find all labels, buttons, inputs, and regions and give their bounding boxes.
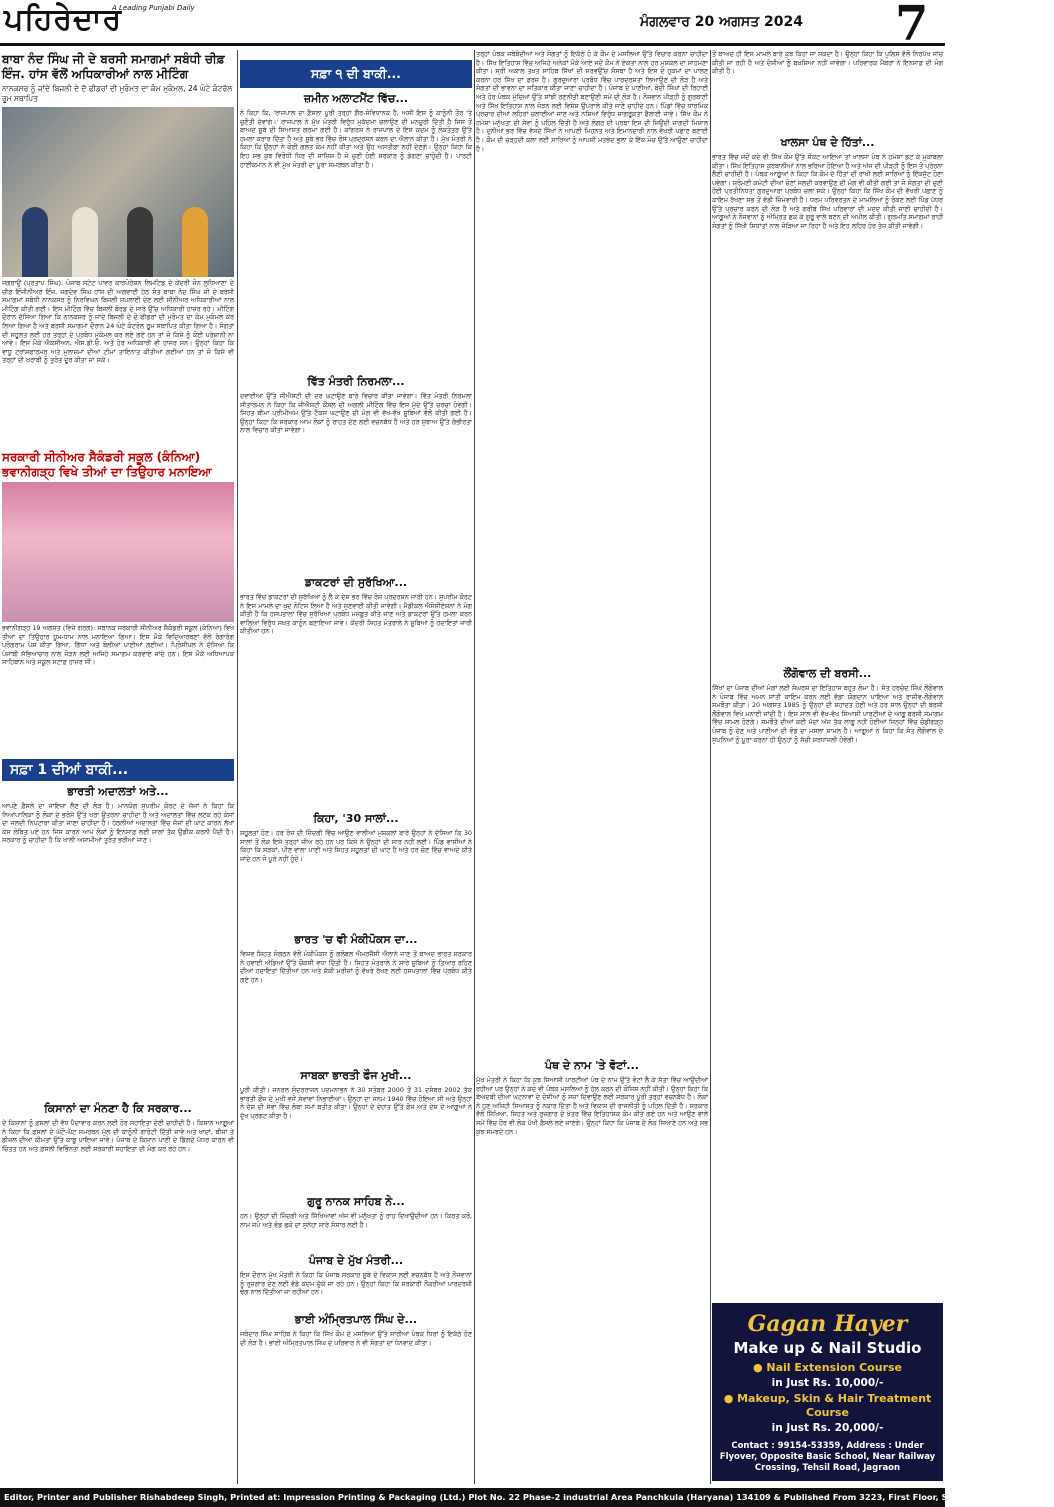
meeting-photo [2,107,234,277]
article-body: ਭਵਾਨੀਗੜ੍ਹ 19 ਅਗਸਤ (ਵਿਜੇ ਗਰਗ): ਸਥਾਨਕ ਸਰਕਾਰੀ ਸੀਨੀਅਰ ਸੈਕੰਡਰੀ ਸਕੂਲ (ਕੰਨਿਆ) ਵਿਖੇ ਤੀਆਂ ਦਾ ਤਿਉਹਾਰ ਧੂਮ-ਧਾਮ ਨਾਲ ਮਨਾਇਆ ਗਿਆ। ਇਸ ਮੌਕੇ ਵਿਦਿਆਰਥਣਾਂ ਵੱਲੋਂ ਰੰਗਾਰੰਗ ਪ੍ਰੋਗਰਾਮ ਪੇਸ਼ ਕੀਤਾ ਗਿਆ, ਗਿੱਧਾ ਅਤੇ ਬੋਲੀਆਂ ਪਾਈਆਂ ਗਈਆਂ। ਪ੍ਰਿੰਸੀਪਲ ਨੇ ਦੱਸਿਆ ਕਿ ਪੰਜਾਬੀ ਸੱਭਿਆਚਾਰ ਨਾਲ ਜੋੜਨ ਲਈ ਅਜਿਹੇ ਸਮਾਗਮ ਕਰਵਾਏ ਜਾਂਦੇ ਹਨ। ਇਸ ਮੌਕੇ ਅਧਿਆਪਕ ਸਾਹਿਬਾਨ ਅਤੇ ਸਕੂਲ ਸਟਾਫ਼ ਹਾਜ਼ਰ ਸੀ। [2,624,234,667]
person-figure [22,207,48,277]
ad-price: in Just Rs. 10,000/- [771,1377,884,1389]
continued-headline: ਕਿਸਾਨਾਂ ਦਾ ਮੰਨਣਾ ਹੈ ਕਿ ਸਰਕਾਰ... [44,1102,192,1115]
continued-headline: ਪੰਜਾਬ ਦੇ ਮੁੱਖ ਮੰਤਰੀ... [308,1254,404,1267]
ad-course: ● Makeup, Skin & Hair Treatment Course [723,1392,932,1419]
article-body: ਆਪਣੇ ਫ਼ੈਸਲੇ ਦਾ ਜਾਇਜ਼ਾ ਲੈਣ ਦੀ ਲੋੜ ਹੈ। ਮਾਨਯੋਗ ਸੁਪਰੀਮ ਕੋਰਟ ਦੇ ਜੱਜਾਂ ਨੇ ਕਿਹਾ ਕਿ ਨਿਆਂਪਾਲਿਕਾ ਨੂੰ ਲੋਕਾਂ ਦੇ ਭਰੋਸੇ ਉੱਤੇ ਖਰਾ ਉਤਰਨਾ ਚਾਹੀਦਾ ਹੈ ਅਤੇ ਅਦਾਲਤਾਂ ਵਿੱਚ ਲਟਕ ਰਹੇ ਕੇਸਾਂ ਦਾ ਜਲਦੀ ਨਿਪਟਾਰਾ ਕੀਤਾ ਜਾਣਾ ਚਾਹੀਦਾ ਹੈ। ਹੇਠਲੀਆਂ ਅਦਾਲਤਾਂ ਵਿੱਚ ਜੱਜਾਂ ਦੀ ਘਾਟ ਕਾਰਨ ਲੱਖਾਂ ਕੇਸ ਲੰਬਿਤ ਪਏ ਹਨ ਜਿਸ ਕਾਰਨ ਆਮ ਲੋਕਾਂ ਨੂੰ ਇਨਸਾਫ਼ ਲਈ ਸਾਲਾਂ ਤੱਕ ਉਡੀਕ ਕਰਨੀ ਪੈਂਦੀ ਹੈ। ਸਰਕਾਰ ਨੂੰ ਚਾਹੀਦਾ ਹੈ ਕਿ ਖਾਲੀ ਅਸਾਮੀਆਂ ਤੁਰੰਤ ਭਰੀਆਂ ਜਾਣ। [2,802,234,845]
article-body: ਜਗਰਾਉਂ (ਪ੍ਰਤਾਪ ਸਿੰਘ): ਪੰਜਾਬ ਸਟੇਟ ਪਾਵਰ ਕਾਰਪੋਰੇਸ਼ਨ ਲਿਮਟਿਡ ਦੇ ਕੇਂਦਰੀ ਜੋਨ ਲੁਧਿਆਣਾ ਦੇ ਚੀਫ਼ ਇੰਜੀਨੀਅਰ ਇੰਜ. ਜਗਦੇਵ ਸਿੰਘ ਹਾਂਸ ਦੀ ਅਗਵਾਈ ਹੇਠ ਸੰਤ ਬਾਬਾ ਨੰਦ ਸਿੰਘ ਜੀ ਦੇ ਬਰਸੀ ਸਮਾਗਮਾਂ ਸਬੰਧੀ ਨਾਨਕਸਰ ਨੂੰ ਨਿਰਵਿਘਨ ਬਿਜਲੀ ਸਪਲਾਈ ਦੇਣ ਲਈ ਸੀਨੀਅਰ ਅਧਿਕਾਰੀਆਂ ਨਾਲ ਮੀਟਿੰਗ ਕੀਤੀ ਗਈ। ਇਸ ਮੀਟਿੰਗ ਵਿੱਚ ਬਿਜਲੀ ਬੋਰਡ ਦੇ ਸਾਰੇ ਉੱਚ ਅਧਿਕਾਰੀ ਹਾਜ਼ਰ ਰਹੇ। ਮੀਟਿੰਗ ਦੌਰਾਨ ਦੱਸਿਆ ਗਿਆ ਕਿ ਨਾਨਕਸਰ ਨੂੰ ਜਾਂਦੇ ਬਿਜਲੀ ਦੇ ਦੋ ਫੀਡਰਾਂ ਦੀ ਮੁਰੰਮਤ ਦਾ ਕੰਮ ਮੁਕੰਮਲ ਕਰ ਲਿਆ ਗਿਆ ਹੈ ਅਤੇ ਬਰਸੀ ਸਮਾਗਮਾਂ ਦੌਰਾਨ 24 ਘੰਟੇ ਕੰਟਰੋਲ ਰੂਮ ਸਥਾਪਿਤ ਕੀਤਾ ਗਿਆ ਹੈ। ਸੰਗਤਾਂ ਦੀ ਸਹੂਲਤ ਲਈ ਹਰ ਤਰ੍ਹਾਂ ਦੇ ਪ੍ਰਬੰਧ ਮੁਕੰਮਲ ਕਰ ਲਏ ਗਏ ਹਨ ਤਾਂ ਜੋ ਕਿਸੇ ਨੂੰ ਕੋਈ ਪਰੇਸ਼ਾਨੀ ਨਾ ਆਵੇ। ਇਸ ਮੌਕੇ ਐਕਸੀਅਨ, ਐਸ.ਡੀ.ਓ. ਅਤੇ ਹੋਰ ਅਧਿਕਾਰੀ ਵੀ ਹਾਜ਼ਰ ਸਨ। ਉਨ੍ਹਾਂ ਕਿਹਾ ਕਿ ਵਾਧੂ ਟਰਾਂਸਫਾਰਮਰ ਅਤੇ ਮੁਲਾਜ਼ਮਾਂ ਦੀਆਂ ਟੀਮਾਂ ਤਾਇਨਾਤ ਕੀਤੀਆਂ ਗਈਆਂ ਹਨ ਤਾਂ ਜੋ ਕਿਸੇ ਵੀ ਤਰ੍ਹਾਂ ਦੀ ਖ਼ਰਾਬੀ ਨੂੰ ਤੁਰੰਤ ਦੂਰ ਕੀਤਾ ਜਾ ਸਕੇ। [2,279,234,365]
article-body: ਪੂਰੀ ਕੀਤੀ। ਜਨਰਲ ਸੁੰਦਰਰਾਜਨ ਪਦਮਨਾਭਨ ਨੇ 30 ਸਤੰਬਰ 2000 ਤੋਂ 31 ਦਸੰਬਰ 2002 ਤੱਕ ਭਾਰਤੀ ਫੌਜ ਦੇ ਮੁਖੀ ਵਜੋਂ ਸੇਵਾਵਾਂ ਨਿਭਾਈਆਂ। ਉਨ੍ਹਾਂ ਦਾ ਜਨਮ 1940 ਵਿੱਚ ਹੋਇਆ ਸੀ ਅਤੇ ਉਨ੍ਹਾਂ ਨੇ ਦੇਸ਼ ਦੀ ਸੇਵਾ ਵਿੱਚ ਲੰਬਾ ਸਮਾਂ ਬਤੀਤ ਕੀਤਾ। ਉਨ੍ਹਾਂ ਦੇ ਦੇਹਾਂਤ ਉੱਤੇ ਫੌਜ ਅਤੇ ਦੇਸ਼ ਦੇ ਆਗੂਆਂ ਨੇ ਦੁੱਖ ਪ੍ਰਗਟ ਕੀਤਾ ਹੈ। [240,1086,472,1120]
article-body: ਭਾਰਤ ਵਿੱਚ ਜਦੋਂ ਕਦੇ ਵੀ ਸਿੱਖ ਕੌਮ ਉੱਤੇ ਸੰਕਟ ਆਇਆ ਤਾਂ ਖਾਲਸਾ ਪੰਥ ਨੇ ਹਮੇਸ਼ਾ ਡਟ ਕੇ ਮੁਕਾਬਲਾ ਕੀਤਾ। ਸਿੱਖ ਇਤਿਹਾਸ ਕੁਰਬਾਨੀਆਂ ਨਾਲ ਭਰਿਆ ਹੋਇਆ ਹੈ ਅਤੇ ਅੱਜ ਦੀ ਪੀੜ੍ਹੀ ਨੂੰ ਇਸ ਤੋਂ ਪ੍ਰੇਰਨਾ ਲੈਣੀ ਚਾਹੀਦੀ ਹੈ। ਪੰਥਕ ਆਗੂਆਂ ਨੇ ਕਿਹਾ ਕਿ ਕੌਮ ਦੇ ਹਿੱਤਾਂ ਦੀ ਰਾਖੀ ਲਈ ਸਾਰਿਆਂ ਨੂੰ ਇੱਕਜੁੱਟ ਹੋਣਾ ਪਵੇਗਾ। ਸ਼੍ਰੋਮਣੀ ਕਮੇਟੀ ਦੀਆਂ ਚੋਣਾਂ ਜਲਦੀ ਕਰਵਾਉਣ ਦੀ ਮੰਗ ਵੀ ਕੀਤੀ ਗਈ ਤਾਂ ਜੋ ਸੰਗਤਾਂ ਦੀ ਚੁਣੀ ਹੋਈ ਪ੍ਰਤੀਨਿਧਤਾ ਗੁਰਦੁਆਰਾ ਪ੍ਰਬੰਧ ਚਲਾ ਸਕੇ। ਉਨ੍ਹਾਂ ਕਿਹਾ ਕਿ ਸਿੱਖ ਕੌਮ ਦੀ ਵੱਖਰੀ ਪਛਾਣ ਨੂੰ ਕਾਇਮ ਰੱਖਣਾ ਸਭ ਤੋਂ ਵੱਡੀ ਜ਼ਿੰਮੇਵਾਰੀ ਹੈ। ਧਰਮ ਪਰਿਵਰਤਨ ਦੇ ਮਾਮਲਿਆਂ ਨੂੰ ਰੋਕਣ ਲਈ ਪਿੰਡ ਪੱਧਰ ਉੱਤੇ ਪ੍ਰਚਾਰ ਕਰਨ ਦੀ ਲੋੜ ਹੈ ਅਤੇ ਗਰੀਬ ਸਿੱਖ ਪਰਿਵਾਰਾਂ ਦੀ ਮਦਦ ਕੀਤੀ ਜਾਣੀ ਚਾਹੀਦੀ ਹੈ। ਆਗੂਆਂ ਨੇ ਨੌਜਵਾਨਾਂ ਨੂੰ ਅੰਮ੍ਰਿਤ ਛਕ ਕੇ ਗੁਰੂ ਵਾਲੇ ਬਣਨ ਦੀ ਅਪੀਲ ਕੀਤੀ। ਗੁਰਮਤਿ ਸਮਾਗਮਾਂ ਰਾਹੀਂ ਸੰਗਤਾਂ ਨੂੰ ਸਿੱਖੀ ਸਿਧਾਂਤਾਂ ਨਾਲ ਜੋੜਿਆ ਜਾ ਰਿਹਾ ਹੈ ਅਤੇ ਇਹ ਲਹਿਰ ਹੋਰ ਤੇਜ਼ ਕੀਤੀ ਜਾਵੇਗੀ। [712,153,943,230]
continued-headline: ਡਾਕਟਰਾਂ ਦੀ ਸੁਰੱਖਿਆ... [304,576,408,589]
article-headline: ਸਰਕਾਰੀ ਸੀਨੀਅਰ ਸੈਕੰਡਰੀ ਸਕੂਲ (ਕੰਨਿਆ) ਭਵਾਨੀਗੜ੍ਹ ਵਿਖੇ ਤੀਆਂ ਦਾ ਤਿਉਹਾਰ ਮਨਾਇਆ [2,450,212,479]
column-divider [710,50,711,1484]
article-body: ਦੇ ਕਿਸਾਨਾਂ ਨੂੰ ਫ਼ਸਲਾਂ ਦੀ ਵੱਧ ਪੈਦਾਵਾਰ ਕਰਨ ਲਈ ਹੋਰ ਸਹਾਇਤਾ ਦੇਣੀ ਚਾਹੀਦੀ ਹੈ। ਕਿਸਾਨ ਆਗੂਆਂ ਨੇ ਕਿਹਾ ਕਿ ਫ਼ਸਲਾਂ ਦੇ ਘੱਟੋ-ਘੱਟ ਸਮਰਥਨ ਮੁੱਲ ਦੀ ਕਾਨੂੰਨੀ ਗਾਰੰਟੀ ਦਿੱਤੀ ਜਾਵੇ ਅਤੇ ਖਾਦਾਂ, ਬੀਜਾਂ ਤੇ ਡੀਜ਼ਲ ਦੀਆਂ ਕੀਮਤਾਂ ਉੱਤੇ ਕਾਬੂ ਪਾਇਆ ਜਾਵੇ। ਪੰਜਾਬ ਦੇ ਕਿਸਾਨ ਪਾਣੀ ਦੇ ਡਿੱਗਦੇ ਪੱਧਰ ਕਾਰਨ ਵੀ ਚਿੰਤਤ ਹਨ ਅਤੇ ਫ਼ਸਲੀ ਵਿਭਿੰਨਤਾ ਲਈ ਸਰਕਾਰੀ ਸਹਾਇਤਾ ਦੀ ਮੰਗ ਕਰ ਰਹੇ ਹਨ। [2,1119,234,1153]
tagline: A Leading Punjabi Daily [112,4,195,12]
article-body: ਜਥੇਦਾਰ ਸਿੰਘ ਸਾਹਿਬ ਨੇ ਕਿਹਾ ਕਿ ਸਿੱਖ ਕੌਮ ਦੇ ਮਸਲਿਆਂ ਉੱਤੇ ਸਾਰੀਆਂ ਪੰਥਕ ਧਿਰਾਂ ਨੂੰ ਇਕੱਠੇ ਹੋਣ ਦੀ ਲੋੜ ਹੈ। ਭਾਈ ਅੰਮ੍ਰਿਤਪਾਲ ਸਿੰਘ ਦੇ ਪਰਿਵਾਰ ਨੇ ਵੀ ਸੰਗਤਾਂ ਦਾ ਧੰਨਵਾਦ ਕੀਤਾ। [240,1330,472,1347]
continued-section-banner: ਸਫ਼ਾ ੧ ਦੀ ਬਾਕੀ... [240,60,472,88]
continued-headline: ਲੌਂਗੋਵਾਲ ਦੀ ਬਰਸੀ... [783,667,872,680]
article-body: ਇਸ ਦੌਰਾਨ ਮੁੱਖ ਮੰਤਰੀ ਨੇ ਕਿਹਾ ਕਿ ਪੰਜਾਬ ਸਰਕਾਰ ਸੂਬੇ ਦੇ ਵਿਕਾਸ ਲਈ ਵਚਨਬੱਧ ਹੈ ਅਤੇ ਨੌਜਵਾਨਾਂ ਨੂੰ ਰੁਜ਼ਗਾਰ ਦੇਣ ਲਈ ਵੱਡੇ ਕਦਮ ਚੁੱਕੇ ਜਾ ਰਹੇ ਹਨ। ਉਨ੍ਹਾਂ ਕਿਹਾ ਕਿ ਸਰਕਾਰੀ ਨੌਕਰੀਆਂ ਪਾਰਦਰਸ਼ੀ ਢੰਗ ਨਾਲ ਦਿੱਤੀਆਂ ਜਾ ਰਹੀਆਂ ਹਨ। [240,1271,472,1297]
person-figure [72,207,98,277]
column-divider [474,50,475,1484]
continued-headline: ਜ਼ਮੀਨ ਅਲਾਟਮੈਂਟ ਵਿੱਚ... [303,92,408,105]
masthead [0,0,945,52]
article-body: ਤਰ੍ਹਾਂ ਪੰਥਕ ਜਥੇਬੰਦੀਆਂ ਅਤੇ ਸੰਗਤਾਂ ਨੂੰ ਇਕੱਠੇ ਹੋ ਕੇ ਕੌਮ ਦੇ ਮਸਲਿਆਂ ਉੱਤੇ ਵਿਚਾਰ ਕਰਨਾ ਚਾਹੀਦਾ ਹੈ। ਸਿੱਖ ਇਤਿਹਾਸ ਵਿੱਚ ਅਜਿਹੇ ਅਨੇਕਾਂ ਮੌਕੇ ਆਏ ਜਦੋਂ ਕੌਮ ਨੇ ਏਕਤਾ ਨਾਲ ਹਰ ਮੁਸ਼ਕਲ ਦਾ ਸਾਹਮਣਾ ਕੀਤਾ। ਸ੍ਰੀ ਅਕਾਲ ਤਖ਼ਤ ਸਾਹਿਬ ਸਿੱਖਾਂ ਦੀ ਸਰਵਉੱਚ ਸੰਸਥਾ ਹੈ ਅਤੇ ਇਸ ਦੇ ਹੁਕਮਾਂ ਦਾ ਪਾਲਣ ਕਰਨਾ ਹਰ ਸਿੱਖ ਦਾ ਫ਼ਰਜ਼ ਹੈ। ਗੁਰਦੁਆਰਾ ਪ੍ਰਬੰਧ ਵਿੱਚ ਪਾਰਦਰਸ਼ਤਾ ਲਿਆਉਣ ਦੀ ਲੋੜ ਹੈ ਅਤੇ ਸੰਗਤਾਂ ਦੀ ਭਾਵਨਾ ਦਾ ਸਤਿਕਾਰ ਕੀਤਾ ਜਾਣਾ ਚਾਹੀਦਾ ਹੈ। ਪੰਜਾਬ ਦੇ ਪਾਣੀਆਂ, ਬੰਦੀ ਸਿੰਘਾਂ ਦੀ ਰਿਹਾਈ ਅਤੇ ਹੋਰ ਪੰਥਕ ਮੁੱਦਿਆਂ ਉੱਤੇ ਸਾਂਝੀ ਰਣਨੀਤੀ ਬਣਾਉਣੀ ਸਮੇਂ ਦੀ ਲੋੜ ਹੈ। ਨੌਜਵਾਨ ਪੀੜ੍ਹੀ ਨੂੰ ਗੁਰਬਾਣੀ ਅਤੇ ਸਿੱਖ ਇਤਿਹਾਸ ਨਾਲ ਜੋੜਨ ਲਈ ਵਿਸ਼ੇਸ਼ ਉਪਰਾਲੇ ਕੀਤੇ ਜਾਣੇ ਚਾਹੀਦੇ ਹਨ। ਪਿੰਡਾਂ ਵਿੱਚ ਧਾਰਮਿਕ ਪ੍ਰਚਾਰ ਦੀਆਂ ਲਹਿਰਾਂ ਚਲਾਈਆਂ ਜਾਣ ਅਤੇ ਨਸ਼ਿਆਂ ਵਿਰੁੱਧ ਜਾਗਰੂਕਤਾ ਫੈਲਾਈ ਜਾਵੇ। ਸਿੱਖ ਕੌਮ ਨੇ ਹਮੇਸ਼ਾ ਮਨੁੱਖਤਾ ਦੀ ਸੇਵਾ ਨੂੰ ਪਹਿਲ ਦਿੱਤੀ ਹੈ ਅਤੇ ਲੰਗਰ ਦੀ ਪ੍ਰਥਾ ਇਸ ਦੀ ਜਿਉਂਦੀ ਜਾਗਦੀ ਮਿਸਾਲ ਹੈ। ਦੁਨੀਆਂ ਭਰ ਵਿੱਚ ਵੱਸਦੇ ਸਿੱਖਾਂ ਨੇ ਆਪਣੀ ਮਿਹਨਤ ਅਤੇ ਇਮਾਨਦਾਰੀ ਨਾਲ ਵੱਖਰੀ ਪਛਾਣ ਬਣਾਈ ਹੈ। ਕੌਮ ਦੀ ਚੜ੍ਹਦੀ ਕਲਾ ਲਈ ਸਾਰਿਆਂ ਨੂੰ ਆਪਸੀ ਮਤਭੇਦ ਭੁਲਾ ਕੇ ਇੱਕ ਮੰਚ ਉੱਤੇ ਆਉਣਾ ਚਾਹੀਦਾ ਹੈ। [476,50,708,153]
ad-course: ● Nail Extension Course [752,1361,902,1374]
continued-headline: ਗੁਰੂ ਨਾਨਕ ਸਾਹਿਬ ਨੇ... [307,1195,405,1208]
article-body: ਵਿਸ਼ਵ ਸਿਹਤ ਸੰਗਠਨ ਵੱਲੋਂ ਮੰਕੀਪੋਕਸ ਨੂੰ ਗਲੋਬਲ ਐਮਰਜੈਂਸੀ ਐਲਾਨੇ ਜਾਣ ਤੋਂ ਬਾਅਦ ਭਾਰਤ ਸਰਕਾਰ ਨੇ ਹਵਾਈ ਅੱਡਿਆਂ ਉੱਤੇ ਚੌਕਸੀ ਵਧਾ ਦਿੱਤੀ ਹੈ। ਸਿਹਤ ਮੰਤਰਾਲੇ ਨੇ ਸਾਰੇ ਸੂਬਿਆਂ ਨੂੰ ਤਿਆਰ ਰਹਿਣ ਦੀਆਂ ਹਦਾਇਤਾਂ ਦਿੱਤੀਆਂ ਹਨ ਅਤੇ ਸ਼ੱਕੀ ਮਰੀਜ਼ਾਂ ਨੂੰ ਵੱਖਰੇ ਰੱਖਣ ਲਈ ਹਸਪਤਾਲਾਂ ਵਿੱਚ ਪ੍ਰਬੰਧ ਕੀਤੇ ਗਏ ਹਨ। [240,950,472,984]
column-1 [2,50,234,1344]
article-body: ਦਵਾਈਆਂ ਉੱਤੇ ਜੀਐਸਟੀ ਦੀ ਦਰ ਘਟਾਉਣ ਬਾਰੇ ਵਿਚਾਰ ਕੀਤਾ ਜਾਵੇਗਾ। ਵਿੱਤ ਮੰਤਰੀ ਨਿਰਮਲਾ ਸੀਤਾਰਮਨ ਨੇ ਕਿਹਾ ਕਿ ਜੀਐਸਟੀ ਕੌਂਸਲ ਦੀ ਅਗਲੀ ਮੀਟਿੰਗ ਵਿੱਚ ਇਸ ਮੁੱਦੇ ਉੱਤੇ ਚਰਚਾ ਹੋਵੇਗੀ। ਸਿਹਤ ਬੀਮਾ ਪ੍ਰੀਮੀਅਮ ਉੱਤੇ ਟੈਕਸ ਘਟਾਉਣ ਦੀ ਮੰਗ ਵੀ ਵੱਖ-ਵੱਖ ਸੂਬਿਆਂ ਵੱਲੋਂ ਕੀਤੀ ਗਈ ਹੈ। ਉਨ੍ਹਾਂ ਕਿਹਾ ਕਿ ਸਰਕਾਰ ਆਮ ਲੋਕਾਂ ਨੂੰ ਰਾਹਤ ਦੇਣ ਲਈ ਵਚਨਬੱਧ ਹੈ ਅਤੇ ਹਰ ਸੁਝਾਅ ਉੱਤੇ ਗੰਭੀਰਤਾ ਨਾਲ ਵਿਚਾਰ ਕੀਤਾ ਜਾਵੇਗਾ। [240,392,472,435]
person-figure [182,207,208,277]
article-body: ਤੋਂ ਬਾਅਦ ਹੀ ਇਸ ਮਾਮਲੇ ਬਾਰੇ ਕੁਝ ਕਿਹਾ ਜਾ ਸਕਦਾ ਹੈ। ਉਨ੍ਹਾਂ ਕਿਹਾ ਕਿ ਪੁਲਿਸ ਵੱਲੋਂ ਨਿਰਪੱਖ ਜਾਂਚ ਕੀਤੀ ਜਾ ਰਹੀ ਹੈ ਅਤੇ ਦੋਸ਼ੀਆਂ ਨੂੰ ਬਖ਼ਸ਼ਿਆ ਨਹੀਂ ਜਾਵੇਗਾ। ਪਰਿਵਾਰਕ ਮੈਂਬਰਾਂ ਨੇ ਇਨਸਾਫ਼ ਦੀ ਮੰਗ ਕੀਤੀ ਹੈ। [712,50,943,76]
article-body: ਨੇ ਕਿਹਾ ਕਿ, 'ਰਾਜਪਾਲ ਦਾ ਫ਼ੈਸਲਾ ਪੂਰੀ ਤਰ੍ਹਾਂ ਗ਼ੈਰ-ਸੰਵਿਧਾਨਕ ਹੈ, ਅਸੀਂ ਇਸ ਨੂੰ ਕਾਨੂੰਨੀ ਤੌਰ 'ਤੇ ਚੁਣੌਤੀ ਦੇਵਾਂਗੇ।' ਰਾਜਪਾਲ ਨੇ ਮੁੱਖ ਮੰਤਰੀ ਵਿਰੁੱਧ ਮੁਕੱਦਮਾ ਚਲਾਉਣ ਦੀ ਮਨਜ਼ੂਰੀ ਦਿੱਤੀ ਹੈ ਜਿਸ ਤੋਂ ਬਾਅਦ ਸੂਬੇ ਦੀ ਸਿਆਸਤ ਗਰਮਾ ਗਈ ਹੈ। ਕਾਂਗਰਸ ਨੇ ਰਾਜਪਾਲ ਦੇ ਇਸ ਕਦਮ ਨੂੰ ਲੋਕਤੰਤਰ ਉੱਤੇ ਹਮਲਾ ਕਰਾਰ ਦਿੱਤਾ ਹੈ ਅਤੇ ਸੂਬੇ ਭਰ ਵਿੱਚ ਰੋਸ ਪ੍ਰਦਰਸ਼ਨ ਕਰਨ ਦਾ ਐਲਾਨ ਕੀਤਾ ਹੈ। ਮੁੱਖ ਮੰਤਰੀ ਨੇ ਕਿਹਾ ਕਿ ਉਨ੍ਹਾਂ ਨੇ ਕੋਈ ਗਲਤ ਕੰਮ ਨਹੀਂ ਕੀਤਾ ਅਤੇ ਉਹ ਅਸਤੀਫ਼ਾ ਨਹੀਂ ਦੇਣਗੇ। ਉਨ੍ਹਾਂ ਕਿਹਾ ਕਿ ਇਹ ਸਭ ਕੁਝ ਵਿਰੋਧੀ ਧਿਰ ਦੀ ਸਾਜ਼ਿਸ਼ ਹੈ ਜੋ ਚੁਣੀ ਹੋਈ ਸਰਕਾਰ ਨੂੰ ਡੇਗਣਾ ਚਾਹੁੰਦੀ ਹੈ। ਪਾਰਟੀ ਹਾਈਕਮਾਨ ਨੇ ਵੀ ਮੁੱਖ ਮੰਤਰੀ ਦਾ ਪੂਰਾ ਸਮਰਥਨ ਕੀਤਾ ਹੈ। [240,109,472,169]
ad-contact: Contact : 99154-53359, Address : Under Flyover, Opposite Basic School, Near Railway Crossing, Tehsil Road, Jagraon [719,1441,936,1473]
continued-headline: ਭਾਰਤ 'ਚ ਵੀ ਮੰਕੀਪੋਕਸ ਦਾ... [294,933,418,946]
imprint-footer: Editor, Printer and Publisher Rishabdeep Singh, Printed at: Impression Printing & Packaging (Ltd.) Plot No. 22 Phase-2 industrial Area Panchkula (Haryana) 134109 & Published From 3223, First Floor, Sector-35D, Chandigarh [0,1488,945,1507]
article-body: ਭਾਰਤ ਵਿੱਚ ਡਾਕਟਰਾਂ ਦੀ ਸੁਰੱਖਿਆ ਨੂੰ ਲੈ ਕੇ ਦੇਸ਼ ਭਰ ਵਿੱਚ ਰੋਸ ਪ੍ਰਦਰਸ਼ਨ ਜਾਰੀ ਹਨ। ਸੁਪਰੀਮ ਕੋਰਟ ਨੇ ਇਸ ਮਾਮਲੇ ਦਾ ਖ਼ੁਦ ਨੋਟਿਸ ਲਿਆ ਹੈ ਅਤੇ ਸੁਣਵਾਈ ਕੀਤੀ ਜਾਵੇਗੀ। ਮੈਡੀਕਲ ਐਸੋਸੀਏਸ਼ਨਾਂ ਨੇ ਮੰਗ ਕੀਤੀ ਹੈ ਕਿ ਹਸਪਤਾਲਾਂ ਵਿੱਚ ਸੁਰੱਖਿਆ ਪ੍ਰਬੰਧ ਮਜ਼ਬੂਤ ਕੀਤੇ ਜਾਣ ਅਤੇ ਡਾਕਟਰਾਂ ਉੱਤੇ ਹਮਲਾ ਕਰਨ ਵਾਲਿਆਂ ਵਿਰੁੱਧ ਸਖ਼ਤ ਕਾਨੂੰਨ ਬਣਾਇਆ ਜਾਵੇ। ਕੇਂਦਰੀ ਸਿਹਤ ਮੰਤਰਾਲੇ ਨੇ ਸੂਬਿਆਂ ਨੂੰ ਹਦਾਇਤਾਂ ਜਾਰੀ ਕੀਤੀਆਂ ਹਨ। [240,593,472,636]
newspaper-logo: ਪਹਿਰੇਦਾਰ [4,2,123,37]
article-body: ਹਨ। ਉਨ੍ਹਾਂ ਦੀ ਜ਼ਿੰਦਗੀ ਅਤੇ ਸਿੱਖਿਆਵਾਂ ਅੱਜ ਵੀ ਮਨੁੱਖਤਾ ਨੂੰ ਰਾਹ ਦਿਖਾਉਂਦੀਆਂ ਹਨ। ਕਿਰਤ ਕਰੋ, ਨਾਮ ਜਪੋ ਅਤੇ ਵੰਡ ਛਕੋ ਦਾ ਸੁਨੇਹਾ ਸਾਰੇ ਸੰਸਾਰ ਲਈ ਹੈ। [240,1212,472,1229]
issue-date: ਮੰਗਲਵਾਰ 20 ਅਗਸਤ 2024 [640,14,804,30]
ad-brand-name: Gagan Hayer [747,1311,908,1337]
ad-price: in Just Rs. 20,000/- [771,1422,884,1434]
article-headline: ਬਾਬਾ ਨੰਦ ਸਿੰਘ ਜੀ ਦੇ ਬਰਸੀ ਸਮਾਗਮਾਂ ਸਬੰਧੀ ਚੀਫ਼ ਇੰਜ. ਹਾਂਸ ਵੱਲੋਂ ਅਧਿਕਾਰੀਆਂ ਨਾਲ ਮੀਟਿੰਗ [2,52,225,81]
column-2 [240,50,472,1370]
studio-advertisement [712,1303,943,1481]
article-body: ਸਿੱਖਾਂ ਦਾ ਪੰਜਾਬ ਦੀਆਂ ਮੰਗਾਂ ਲਈ ਸੰਘਰਸ਼ ਦਾ ਇਤਿਹਾਸ ਬਹੁਤ ਲੰਮਾ ਹੈ। ਸੰਤ ਹਰਚੰਦ ਸਿੰਘ ਲੌਂਗੋਵਾਲ ਨੇ ਪੰਜਾਬ ਵਿੱਚ ਅਮਨ ਸ਼ਾਂਤੀ ਕਾਇਮ ਕਰਨ ਲਈ ਵੱਡਾ ਯੋਗਦਾਨ ਪਾਇਆ ਅਤੇ ਰਾਜੀਵ-ਲੌਂਗੋਵਾਲ ਸਮਝੌਤਾ ਕੀਤਾ। 20 ਅਗਸਤ 1985 ਨੂੰ ਉਨ੍ਹਾਂ ਦੀ ਸ਼ਹਾਦਤ ਹੋਈ ਅਤੇ ਹਰ ਸਾਲ ਉਨ੍ਹਾਂ ਦੀ ਬਰਸੀ ਲੌਂਗੋਵਾਲ ਵਿਖੇ ਮਨਾਈ ਜਾਂਦੀ ਹੈ। ਇਸ ਸਾਲ ਵੀ ਵੱਖ-ਵੱਖ ਸਿਆਸੀ ਪਾਰਟੀਆਂ ਦੇ ਆਗੂ ਬਰਸੀ ਸਮਾਗਮ ਵਿੱਚ ਸ਼ਾਮਲ ਹੋਣਗੇ। ਸਮਝੌਤੇ ਦੀਆਂ ਕਈ ਮੱਦਾਂ ਅੱਜ ਤੱਕ ਲਾਗੂ ਨਹੀਂ ਹੋਈਆਂ ਜਿਨ੍ਹਾਂ ਵਿੱਚ ਚੰਡੀਗੜ੍ਹ ਪੰਜਾਬ ਨੂੰ ਦੇਣ ਅਤੇ ਪਾਣੀਆਂ ਦੀ ਵੰਡ ਦਾ ਮਸਲਾ ਸ਼ਾਮਲ ਹੈ। ਆਗੂਆਂ ਨੇ ਕਿਹਾ ਕਿ ਸੰਤ ਲੌਂਗੋਵਾਲ ਦੇ ਸੁਪਨਿਆਂ ਨੂੰ ਪੂਰਾ ਕਰਨਾ ਹੀ ਉਨ੍ਹਾਂ ਨੂੰ ਸੱਚੀ ਸ਼ਰਧਾਂਜਲੀ ਹੋਵੇਗੀ। [712,684,943,744]
column-divider [237,50,238,1484]
article-body: ਮੁੱਖ ਮੰਤਰੀ ਨੇ ਕਿਹਾ ਕਿ ਕੁਝ ਸਿਆਸੀ ਪਾਰਟੀਆਂ ਪੰਥ ਦੇ ਨਾਮ ਉੱਤੇ ਵੋਟਾਂ ਲੈ ਕੇ ਸੱਤਾ ਵਿੱਚ ਆਉਂਦੀਆਂ ਰਹੀਆਂ ਪਰ ਉਨ੍ਹਾਂ ਨੇ ਕਦੇ ਵੀ ਪੰਥਕ ਮਸਲਿਆਂ ਨੂੰ ਹੱਲ ਕਰਨ ਦੀ ਕੋਸ਼ਿਸ਼ ਨਹੀਂ ਕੀਤੀ। ਉਨ੍ਹਾਂ ਕਿਹਾ ਕਿ ਬੇਅਦਬੀ ਦੀਆਂ ਘਟਨਾਵਾਂ ਦੇ ਦੋਸ਼ੀਆਂ ਨੂੰ ਸਜ਼ਾ ਦਿਵਾਉਣ ਲਈ ਸਰਕਾਰ ਪੂਰੀ ਤਰ੍ਹਾਂ ਵਚਨਬੱਧ ਹੈ। ਲੋਕਾਂ ਨੇ ਹੁਣ ਅਜਿਹੀ ਸਿਆਸਤ ਨੂੰ ਨਕਾਰ ਦਿੱਤਾ ਹੈ ਅਤੇ ਵਿਕਾਸ ਦੀ ਰਾਜਨੀਤੀ ਨੂੰ ਪਹਿਲ ਦਿੱਤੀ ਹੈ। ਸਰਕਾਰ ਵੱਲੋਂ ਸਿੱਖਿਆ, ਸਿਹਤ ਅਤੇ ਰੁਜ਼ਗਾਰ ਦੇ ਖੇਤਰ ਵਿੱਚ ਇਤਿਹਾਸਕ ਕੰਮ ਕੀਤੇ ਗਏ ਹਨ ਅਤੇ ਆਉਣ ਵਾਲੇ ਸਮੇਂ ਵਿੱਚ ਹੋਰ ਵੀ ਲੋਕ ਪੱਖੀ ਫ਼ੈਸਲੇ ਲਏ ਜਾਣਗੇ। ਉਨ੍ਹਾਂ ਕਿਹਾ ਕਿ ਪੰਜਾਬ ਦੇ ਲੋਕ ਸਿਆਣੇ ਹਨ ਅਤੇ ਸਭ ਕੁਝ ਸਮਝਦੇ ਹਨ। [476,1076,708,1136]
person-figure [127,207,153,277]
continued-headline: ਸਾਬਕਾ ਭਾਰਤੀ ਫੌਜ ਮੁਖੀ... [300,1069,412,1082]
continued-section-banner: ਸਫ਼ਾ 1 ਦੀਆਂ ਬਾਕੀ... [2,759,234,781]
continued-headline: ਭਾਰਤੀ ਅਦਾਲਤਾਂ ਅਤੇ... [67,785,169,798]
continued-headline: ਭਾਈ ਅੰਮ੍ਰਿਤਪਾਲ ਸਿੰਘ ਦੇ... [294,1313,418,1326]
continued-headline: ਕਿਹਾ, '30 ਸਾਲਾਂ... [313,812,399,825]
festival-photo [2,482,234,622]
continued-headline: ਖਾਲਸਾ ਪੰਥ ਦੇ ਹਿੱਤਾਂ... [780,136,875,149]
column-3 [476,50,708,1471]
article-subheadline: ਨਾਨਕਸਰ ਨੂੰ ਜਾਂਦੇ ਬਿਜਲੀ ਦੇ ਦੋ ਫੀਡਰਾਂ ਦੀ ਮੁਰੰਮਤ ਦਾ ਕੰਮ ਮੁਕੰਮਲ, 24 ਘੰਟੇ ਕੰਟਰੋਲ ਰੂਮ ਸਥਾਪਿਤ [2,84,233,103]
article-body: ਸਹੂਲਤਾਂ ਹੋਣ। ਹਰ ਰੋਜ਼ ਦੀ ਜ਼ਿੰਦਗੀ ਵਿੱਚ ਆਉਣ ਵਾਲੀਆਂ ਮੁਸ਼ਕਲਾਂ ਬਾਰੇ ਉਨ੍ਹਾਂ ਨੇ ਦੱਸਿਆ ਕਿ 30 ਸਾਲਾਂ ਤੋਂ ਲੋਕ ਇਸੇ ਤਰ੍ਹਾਂ ਜੀਅ ਰਹੇ ਹਨ ਪਰ ਕਿਸੇ ਨੇ ਉਨ੍ਹਾਂ ਦੀ ਸਾਰ ਨਹੀਂ ਲਈ। ਪਿੰਡ ਵਾਸੀਆਂ ਨੇ ਕਿਹਾ ਕਿ ਸੜਕਾਂ, ਪੀਣ ਵਾਲਾ ਪਾਣੀ ਅਤੇ ਸਿਹਤ ਸਹੂਲਤਾਂ ਦੀ ਘਾਟ ਹੈ ਅਤੇ ਹਰ ਚੋਣ ਵਿੱਚ ਵਾਅਦੇ ਕੀਤੇ ਜਾਂਦੇ ਹਨ ਜੋ ਪੂਰੇ ਨਹੀਂ ਹੁੰਦੇ। [240,829,472,863]
column-4 [712,50,943,1294]
continued-headline: ਵਿੱਤ ਮੰਤਰੀ ਨਿਰਮਲਾ... [307,375,405,388]
continued-headline: ਪੰਥ ਦੇ ਨਾਮ 'ਤੇ ਵੋਟਾਂ... [545,1059,639,1072]
page-number: 7 [895,0,929,52]
ad-subtitle: Make up & Nail Studio [733,1339,922,1357]
